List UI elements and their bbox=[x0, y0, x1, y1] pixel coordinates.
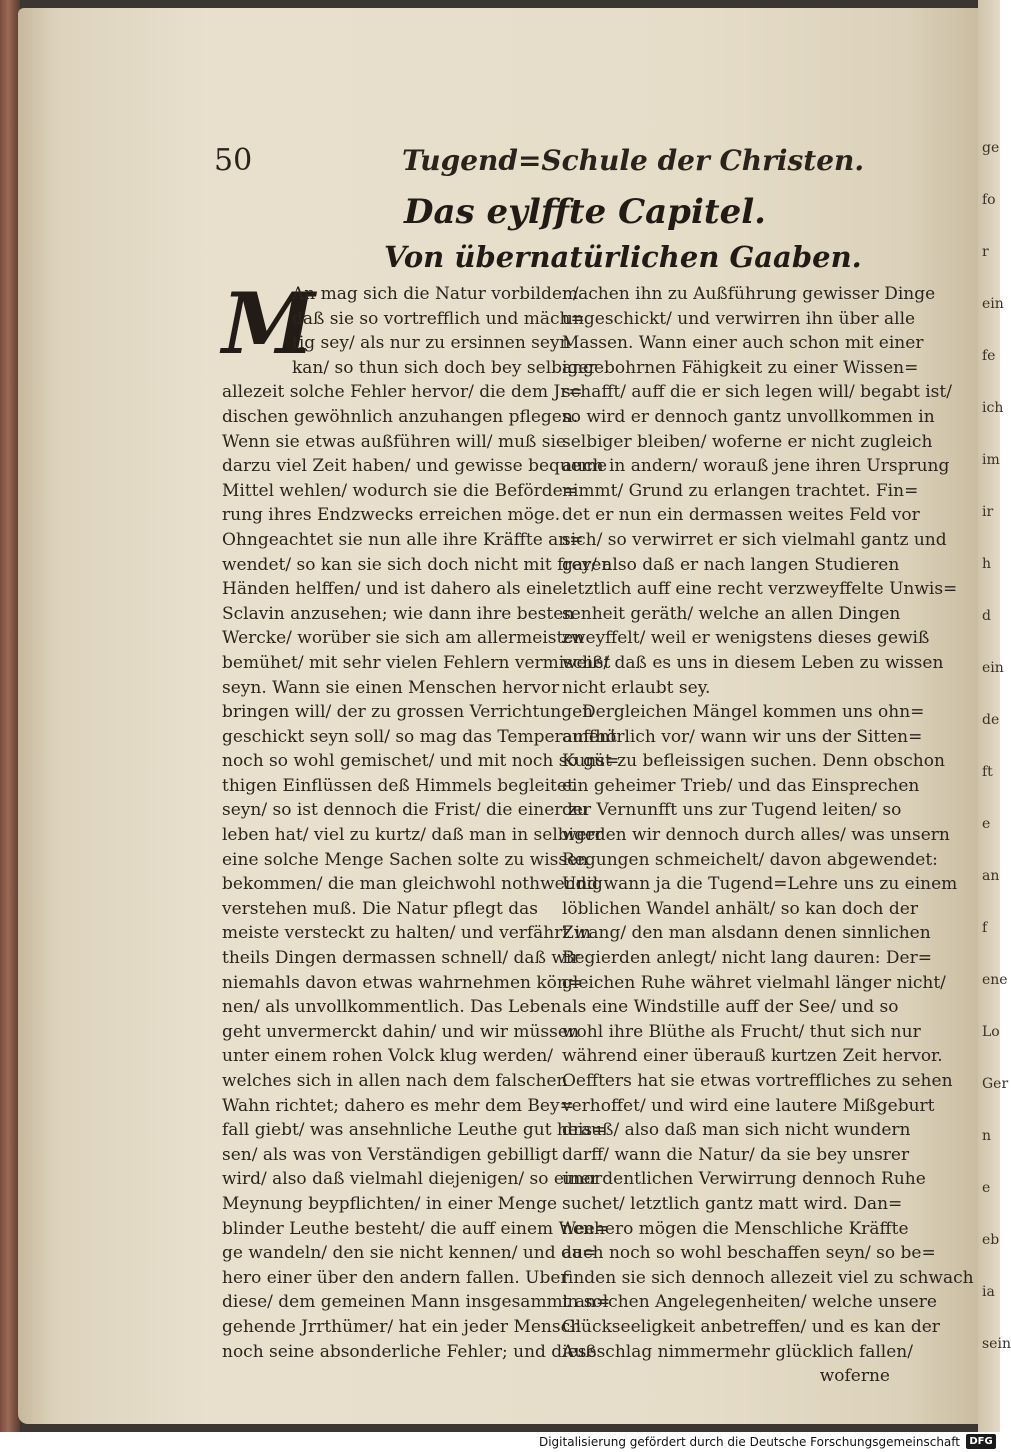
text-line: auch noch so wohl beschaffen seyn/ so be= bbox=[562, 1243, 936, 1264]
adjacent-page-fragment: an bbox=[982, 868, 1000, 884]
chapter-subtitle: Von übernatürlichen Gaaben. bbox=[384, 240, 862, 274]
text-line: machen ihn zu Außführung gewisser Dinge bbox=[562, 284, 936, 304]
adjacent-page-fragment: ein bbox=[982, 660, 1004, 676]
text-line: während einer überauß kurtzen Zeit hervor. bbox=[562, 1046, 943, 1067]
text-line: hero einer über den andern fallen. Uber bbox=[222, 1267, 569, 1288]
text-line: verstehen muß. Die Natur pflegt das bbox=[222, 898, 538, 919]
text-line: noch seine absonderliche Fehler; und diese bbox=[222, 1341, 597, 1362]
text-line: suchet/ letztlich gantz matt wird. Dan= bbox=[562, 1193, 903, 1214]
text-line: gar/ also daß er nach langen Studieren bbox=[562, 554, 900, 575]
adjacent-page-fragment: d bbox=[982, 608, 991, 624]
text-line: eine solche Menge Sachen solte zu wissen bbox=[222, 849, 589, 870]
adjacent-page-fragment: ft bbox=[982, 764, 993, 780]
text-line: darzu viel Zeit haben/ und gewisse bequeme bbox=[222, 456, 608, 477]
adjacent-page-fragment: e bbox=[982, 1180, 991, 1196]
text-line: leben hat/ viel zu kurtz/ daß man in selbiger bbox=[222, 825, 604, 846]
text-line: gleichen Ruhe währet vielmahl länger nicht/ bbox=[562, 972, 946, 993]
text-line: Ohngeachtet sie nun alle ihre Kräffte an= bbox=[222, 529, 584, 550]
text-line: bemühet/ mit sehr vielen Fehlern vermischet bbox=[222, 652, 611, 673]
dfg-logo-icon: DFG bbox=[966, 1434, 996, 1449]
text-line: nicht erlaubt sey. bbox=[562, 677, 711, 698]
text-line: darff/ wann die Natur/ da sie bey unsrer bbox=[562, 1144, 910, 1165]
text-line: selbiger bleiben/ woferne er nicht zugleich bbox=[562, 431, 933, 452]
text-line: geschickt seyn soll/ so mag das Temperament bbox=[222, 726, 617, 747]
text-line: löblichen Wandel anhält/ so kan doch der bbox=[562, 898, 918, 919]
text-line: det er nun ein dermassen weites Feld vor bbox=[562, 505, 920, 526]
text-line: meiste versteckt zu halten/ und verfährt in bbox=[222, 923, 592, 944]
text-line: wird/ also daß vielmahl diejenigen/ so einer bbox=[222, 1169, 599, 1190]
text-line: weiß/ daß es uns in diesem Leben zu wissen bbox=[562, 652, 944, 673]
text-line: auffhörlich vor/ wann wir uns der Sitten= bbox=[562, 726, 923, 747]
text-column-right bbox=[562, 282, 974, 1389]
text-line: Glückseeligkeit anbetreffen/ und es kan der bbox=[562, 1316, 940, 1337]
adjacent-page-fragment: ge bbox=[982, 140, 1000, 156]
adjacent-page-fragment: ene bbox=[982, 972, 1008, 988]
text-line: Massen. Wann einer auch schon mit einer bbox=[562, 333, 924, 354]
footer-credit: Digitalisierung gefördert durch die Deutsche Forschungsgemeinschaft bbox=[538, 1435, 960, 1449]
adjacent-page-edge bbox=[978, 0, 1011, 1432]
text-line: Außschlag nimmermehr glücklich fallen/ bbox=[562, 1341, 913, 1362]
text-line: An mag sich die Natur vorbilden/ bbox=[292, 284, 579, 304]
text-line: kan/ so thun sich doch bey selbiger bbox=[292, 357, 597, 378]
text-line: so wird er dennoch gantz unvollkommen in bbox=[562, 406, 935, 427]
text-line: nen/ als unvollkommentlich. Das Leben bbox=[222, 997, 562, 1018]
text-line: unordentlichen Verwirrung dennoch Ruhe bbox=[562, 1169, 926, 1190]
text-line: in solchen Angelegenheiten/ welche unsere bbox=[562, 1292, 937, 1313]
text-line: seyn. Wann sie einen Menschen hervor bbox=[222, 677, 560, 698]
text-line: ein geheimer Trieb/ und das Einsprechen bbox=[562, 775, 920, 796]
adjacent-page-fragment: sein bbox=[982, 1336, 1011, 1352]
text-line: daß sie so vortrefflich und mäch= bbox=[292, 308, 585, 329]
adjacent-page-fragment: Ger bbox=[982, 1076, 1009, 1092]
text-line: Begierden anlegt/ nicht lang dauren: Der= bbox=[562, 948, 932, 969]
text-line: thigen Einflüssen deß Himmels begleitet bbox=[222, 775, 574, 796]
text-line: sich/ so verwirret er sich vielmahl gantz und bbox=[562, 529, 947, 550]
text-line: angebohrnen Fähigkeit zu einer Wissen= bbox=[562, 357, 919, 378]
text-line: rung ihres Endzwecks erreichen möge. bbox=[222, 505, 561, 526]
text-line: noch so wohl gemischet/ und mit noch so gü= bbox=[222, 751, 620, 772]
adjacent-page-fragment: ich bbox=[982, 400, 1004, 416]
page-header bbox=[214, 140, 865, 182]
adjacent-page-fragment: fo bbox=[982, 192, 996, 208]
text-line: tig sey/ als nur zu ersinnen seyn bbox=[292, 333, 571, 354]
page-number: 50 bbox=[214, 143, 253, 178]
text-line: Oeffters hat sie etwas vortreffliches zu sehen bbox=[562, 1071, 953, 1091]
text-line: Meynung beypflichten/ in einer Menge bbox=[222, 1193, 558, 1214]
text-line: fall giebt/ was ansehnliche Leuthe gut heis= bbox=[222, 1120, 607, 1141]
adjacent-page-fragment: im bbox=[982, 452, 1000, 468]
adjacent-page-fragment: n bbox=[982, 1128, 992, 1144]
book-spine-edge bbox=[0, 0, 20, 1432]
text-line: unter einem rohen Volck klug werden/ bbox=[222, 1046, 554, 1067]
text-line: seyn/ so ist dennoch die Frist/ die einer zu bbox=[222, 800, 588, 821]
text-line: der Vernunfft uns zur Tugend leiten/ so bbox=[562, 800, 902, 821]
text-line: geht unvermerckt dahin/ und wir müssen bbox=[222, 1021, 579, 1042]
text-line: Dergleichen Mängel kommen uns ohn= bbox=[582, 702, 925, 723]
adjacent-page-fragment: de bbox=[982, 712, 1000, 728]
text-line: Zwang/ den man alsdann denen sinnlichen bbox=[562, 923, 931, 944]
text-line: allezeit solche Fehler hervor/ die dem Jr= bbox=[222, 382, 583, 403]
text-line: drauß/ also daß man sich nicht wundern bbox=[562, 1120, 911, 1141]
text-line: wohl ihre Blüthe als Frucht/ thut sich nur bbox=[562, 1021, 921, 1042]
adjacent-page-fragment: e bbox=[982, 816, 991, 832]
text-line: Mittel wehlen/ wodurch sie die Beförde= bbox=[222, 480, 577, 501]
adjacent-page-fragment: h bbox=[982, 556, 992, 572]
adjacent-page-fragment: f bbox=[982, 920, 988, 936]
text-line: blinder Leuthe besteht/ die auff einem Wee= bbox=[222, 1218, 610, 1239]
text-line: dischen gewöhnlich anzuhangen pflegen. bbox=[222, 406, 579, 427]
chapter-title: Das eylffte Capitel. bbox=[404, 192, 766, 232]
text-line: welches sich in allen nach dem falschen bbox=[222, 1071, 568, 1091]
text-line: nimmt/ Grund zu erlangen trachtet. Fin= bbox=[562, 480, 919, 501]
adjacent-page-fragment: r bbox=[982, 244, 989, 260]
text-line: Sclavin anzusehen; wie dann ihre besten bbox=[222, 603, 575, 624]
text-line: bringen will/ der zu grossen Verrichtungen bbox=[222, 702, 594, 723]
text-line: Und wann ja die Tugend=Lehre uns zu einem bbox=[562, 874, 958, 895]
text-line: sen/ als was von Verständigen gebilligt bbox=[222, 1144, 559, 1165]
text-line: zweyffelt/ weil er wenigstens dieses gewiß bbox=[562, 628, 930, 649]
text-line: ge wandeln/ den sie nicht kennen/ und da= bbox=[222, 1243, 597, 1264]
text-column-left bbox=[222, 274, 620, 1364]
text-line: Kunst zu befleissigen suchen. Denn obschon bbox=[562, 751, 945, 772]
adjacent-page-fragment: Lo bbox=[982, 1024, 1000, 1040]
text-line: finden sie sich dennoch allezeit viel zu schwach bbox=[562, 1267, 974, 1288]
text-line: Händen helffen/ und ist dahero als eine bbox=[222, 579, 563, 600]
text-line: diese/ dem gemeinen Mann insgesammt an= bbox=[222, 1292, 611, 1313]
text-line: werden wir dennoch durch alles/ was unsern bbox=[562, 825, 950, 846]
text-line: theils Dingen dermassen schnell/ daß wir bbox=[222, 948, 580, 969]
adjacent-page-fragment: ia bbox=[982, 1284, 995, 1300]
text-line: schafft/ auff die er sich legen will/ begabt ist/ bbox=[562, 382, 952, 403]
text-line: auch in andern/ worauß jene ihren Ursprung bbox=[562, 456, 950, 477]
adjacent-page-fragment: fe bbox=[982, 348, 996, 364]
text-line: verhoffet/ und wird eine lautere Mißgeburt bbox=[562, 1095, 935, 1116]
text-line: bekommen/ die man gleichwohl nothwendig bbox=[222, 874, 603, 895]
text-line: Regungen schmeichelt/ davon abgewendet: bbox=[562, 849, 938, 870]
text-line: ungeschickt/ und verwirren ihn über alle bbox=[562, 308, 916, 329]
text-line: niemahls davon etwas wahrnehmen kön= bbox=[222, 972, 583, 993]
drop-cap-initial: M bbox=[222, 274, 315, 373]
adjacent-page-fragment: eb bbox=[982, 1232, 1000, 1248]
text-line: letztlich auff eine recht verzweyffelte Unwis= bbox=[562, 579, 958, 600]
text-line: gehende Jrrthümer/ hat ein jeder Mensch bbox=[222, 1316, 582, 1337]
text-line: Wenn sie etwas außführen will/ muß sie bbox=[222, 431, 566, 452]
running-title: Tugend=Schule der Christen. bbox=[402, 144, 865, 177]
adjacent-page-fragment: ir bbox=[982, 504, 994, 520]
text-line: Wahn richtet; dahero es mehr dem Bey= bbox=[222, 1095, 574, 1116]
text-line: als eine Windstille auff der See/ und so bbox=[562, 997, 899, 1018]
text-line: wendet/ so kan sie sich doch nicht mit freyen bbox=[222, 554, 613, 575]
text-line: senheit geräth/ welche an allen Dingen bbox=[562, 603, 901, 624]
text-line: Wercke/ worüber sie sich am allermeisten bbox=[222, 628, 585, 649]
text-line: woferne bbox=[819, 1366, 890, 1387]
adjacent-page-fragment: ein bbox=[982, 296, 1004, 312]
text-line: nenhero mögen die Menschliche Kräffte bbox=[562, 1218, 909, 1239]
